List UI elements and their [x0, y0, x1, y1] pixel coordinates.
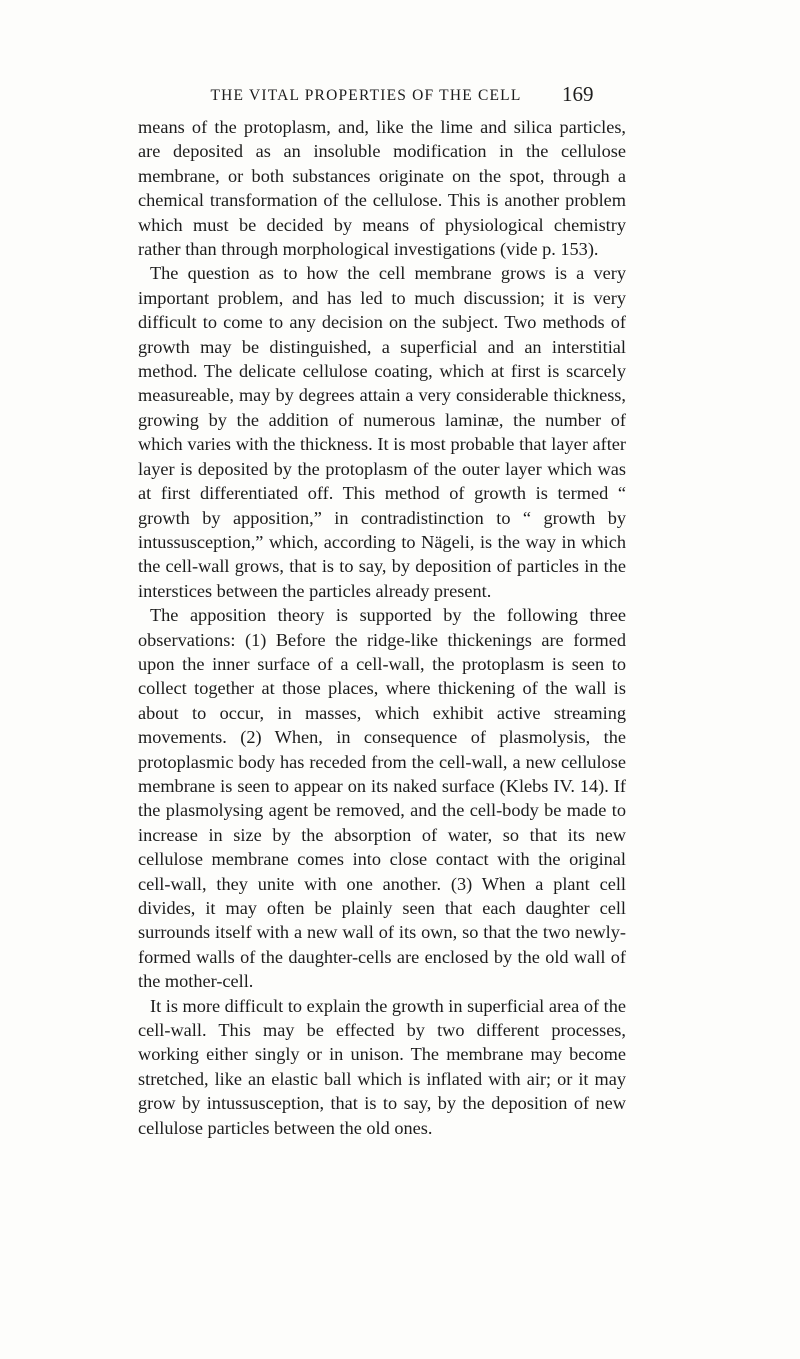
- paragraph-1: means of the protoplasm, and, like the lime and silica particles, are deposited as an insoluble modification in the cellulose membrane, or both substances originate on the spot, through a chemical transformation of the cellulose. This is another problem which must be decided by means of physiological chemistry rather than through morphological investigations (vide p. 153).: [138, 117, 626, 260]
- paragraph-2: The question as to how the cell membrane grows is a very important problem, and has led to much discussion; it is very difficult to come to any decision on the subject. Two methods of growth may be distinguished, a superficial and an interstitial method. The delicate cellulose coating, which at first is scarcely measureable, may by degrees attain a very considerable thickness, growing by the addition of numerous laminæ, the number of which varies with the thickness. It is most probable that layer after layer is deposited by the protoplasm of the outer layer which was at first differentiated off. This method of growth is termed “ growth by apposition,” in contradistinction to “ growth by intussusception,” which, according to Nägeli, is the way in which the cell-wall grows, that is to say, by deposition of particles in the interstices between the particles already present.: [138, 263, 626, 601]
- body-text: [138, 115, 626, 1140]
- paragraph-4: It is more difficult to explain the growth in superficial area of the cell-wall. This may be effected by two different processes, working either singly or in unison. The membrane may become stretched, like an elastic ball which is inflated with air; or it may grow by intussusception, that is to say, by the deposition of new cellulose particles between the old ones.: [138, 995, 626, 1138]
- running-title: THE VITAL PROPERTIES OF THE CELL: [210, 87, 522, 104]
- page-number: 169: [562, 82, 594, 106]
- paragraph-3: The apposition theory is supported by the following three observations: (1) Before the ridge-like thickenings are formed upon the inner surface of a cell-wall, the protoplasm is seen to collect together at those places, where thickening of the wall is about to occur, in masses, which exhibit active streaming movements. (2) When, in consequence of plasmolysis, the protoplasmic body has receded from the cell-wall, a new cellulose membrane is seen to appear on its naked surface (Klebs IV. 14). If the plasmolysing agent be removed, and the cell-body be made to increase in size by the absorption of water, so that its new cellulose membrane comes into close contact with the original cell-wall, they unite with one another. (3) When a plant cell divides, it may often be plainly seen that each daughter cell surrounds itself with a new wall of its own, so that the two newly-formed walls of the daughter-cells are enclosed by the old wall of the mother-cell.: [138, 605, 626, 992]
